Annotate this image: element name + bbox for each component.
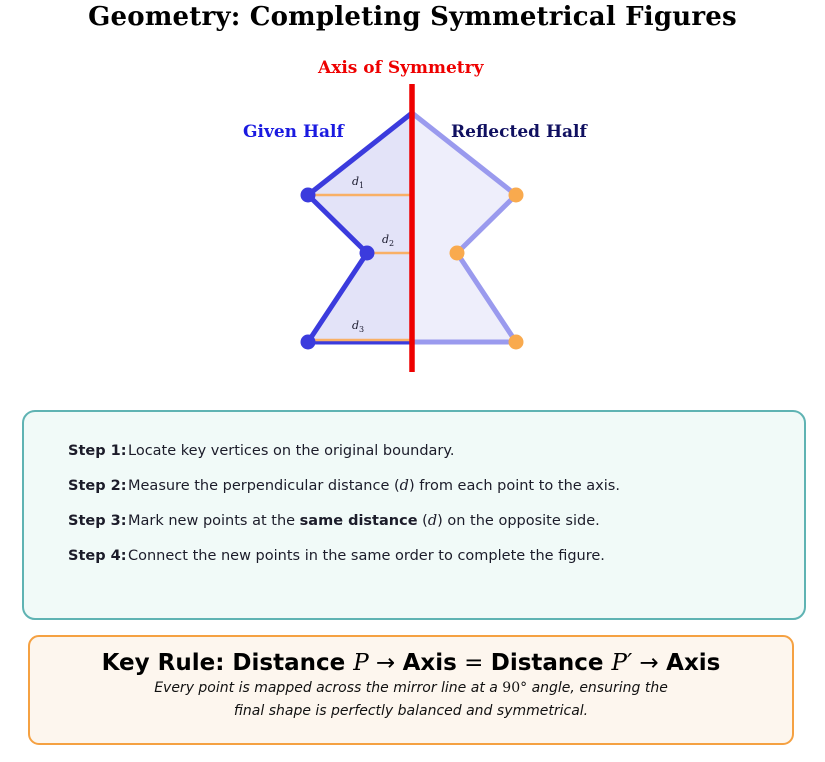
key-rule-headline — [30, 650, 792, 676]
step-text-part: Connect the new points in the same order to complete the figure. — [128, 548, 605, 564]
distance-label-d1-subscript: 1 — [359, 181, 365, 191]
key-rule-equals: = — [456, 650, 491, 676]
distance-label-d3-letter: d — [352, 319, 360, 332]
step-text — [128, 513, 784, 529]
key-rule-point-p-prime: P′ — [611, 650, 633, 676]
distance-label-d2-subscript: 2 — [389, 239, 395, 249]
page-title: Geometry: Completing Symmetrical Figures — [88, 2, 737, 32]
given-half-label: Given Half — [243, 122, 344, 142]
reflected-half-shape — [412, 113, 516, 342]
step-text-part: Mark new points at the — [128, 513, 300, 529]
reflected-vertex — [509, 335, 524, 350]
step-row — [68, 513, 784, 529]
distance-label-d1-letter: d — [352, 175, 360, 188]
step-text — [128, 548, 784, 564]
key-rule-axis-2: Axis — [666, 650, 721, 676]
step-row — [68, 478, 784, 494]
step-text-part: Locate key vertices on the original boundary. — [128, 443, 455, 459]
given-vertex — [301, 188, 316, 203]
distance-label-d3-subscript: 3 — [359, 325, 365, 335]
step-text — [128, 478, 784, 494]
step-key: Step 3: — [68, 513, 127, 529]
key-rule-subtext-part: Every point is mapped across the mirror line at a — [154, 680, 503, 697]
key-rule-subtext-line-2: final shape is perfectly balanced and symmetrical. — [233, 702, 589, 719]
step-math-var: d — [427, 513, 438, 529]
step-text-part: ) from each point to the axis. — [408, 478, 620, 494]
reflected-half-label: Reflected Half — [451, 122, 587, 142]
key-rule-axis-1: Axis — [402, 650, 457, 676]
symmetry-diagram-svg — [0, 45, 825, 395]
steps-panel — [22, 410, 806, 620]
symmetry-diagram — [0, 45, 825, 395]
distance-label-d3 — [352, 319, 364, 334]
step-key: Step 4: — [68, 548, 127, 564]
reflected-vertex — [509, 188, 524, 203]
step-key: Step 1: — [68, 443, 127, 459]
key-rule-arrow-1: → — [368, 650, 403, 676]
step-row — [68, 443, 784, 459]
step-text-part: ) on the opposite side. — [437, 513, 600, 529]
key-rule-angle-value: 90° — [502, 680, 528, 697]
key-rule-arrow-2: → — [632, 650, 667, 676]
distance-label-d1 — [352, 175, 364, 190]
given-half-shape — [308, 113, 412, 342]
step-row — [68, 548, 784, 564]
given-vertex — [360, 246, 375, 261]
reflected-vertex — [450, 246, 465, 261]
distance-label-d2 — [382, 233, 394, 248]
step-text-emphasis: same distance — [299, 513, 418, 529]
key-rule-panel — [28, 635, 794, 745]
key-rule-prefix: Key Rule: Distance — [101, 650, 354, 676]
step-key: Step 2: — [68, 478, 127, 494]
step-text — [128, 443, 784, 459]
distance-label-d2-letter: d — [382, 233, 390, 246]
axis-of-symmetry-label: Axis of Symmetry — [318, 58, 484, 78]
step-math-var: d — [399, 478, 409, 494]
given-vertex — [301, 335, 316, 350]
key-rule-point-p: P — [353, 650, 369, 676]
steps-list — [68, 443, 784, 564]
key-rule-subtext-part: angle, ensuring the — [527, 680, 668, 697]
step-text-part: ( — [417, 513, 428, 529]
key-rule-subtext-line-1 — [30, 678, 792, 698]
step-text-part: Measure the perpendicular distance ( — [128, 478, 400, 494]
key-rule-distance-2: Distance — [490, 650, 612, 676]
